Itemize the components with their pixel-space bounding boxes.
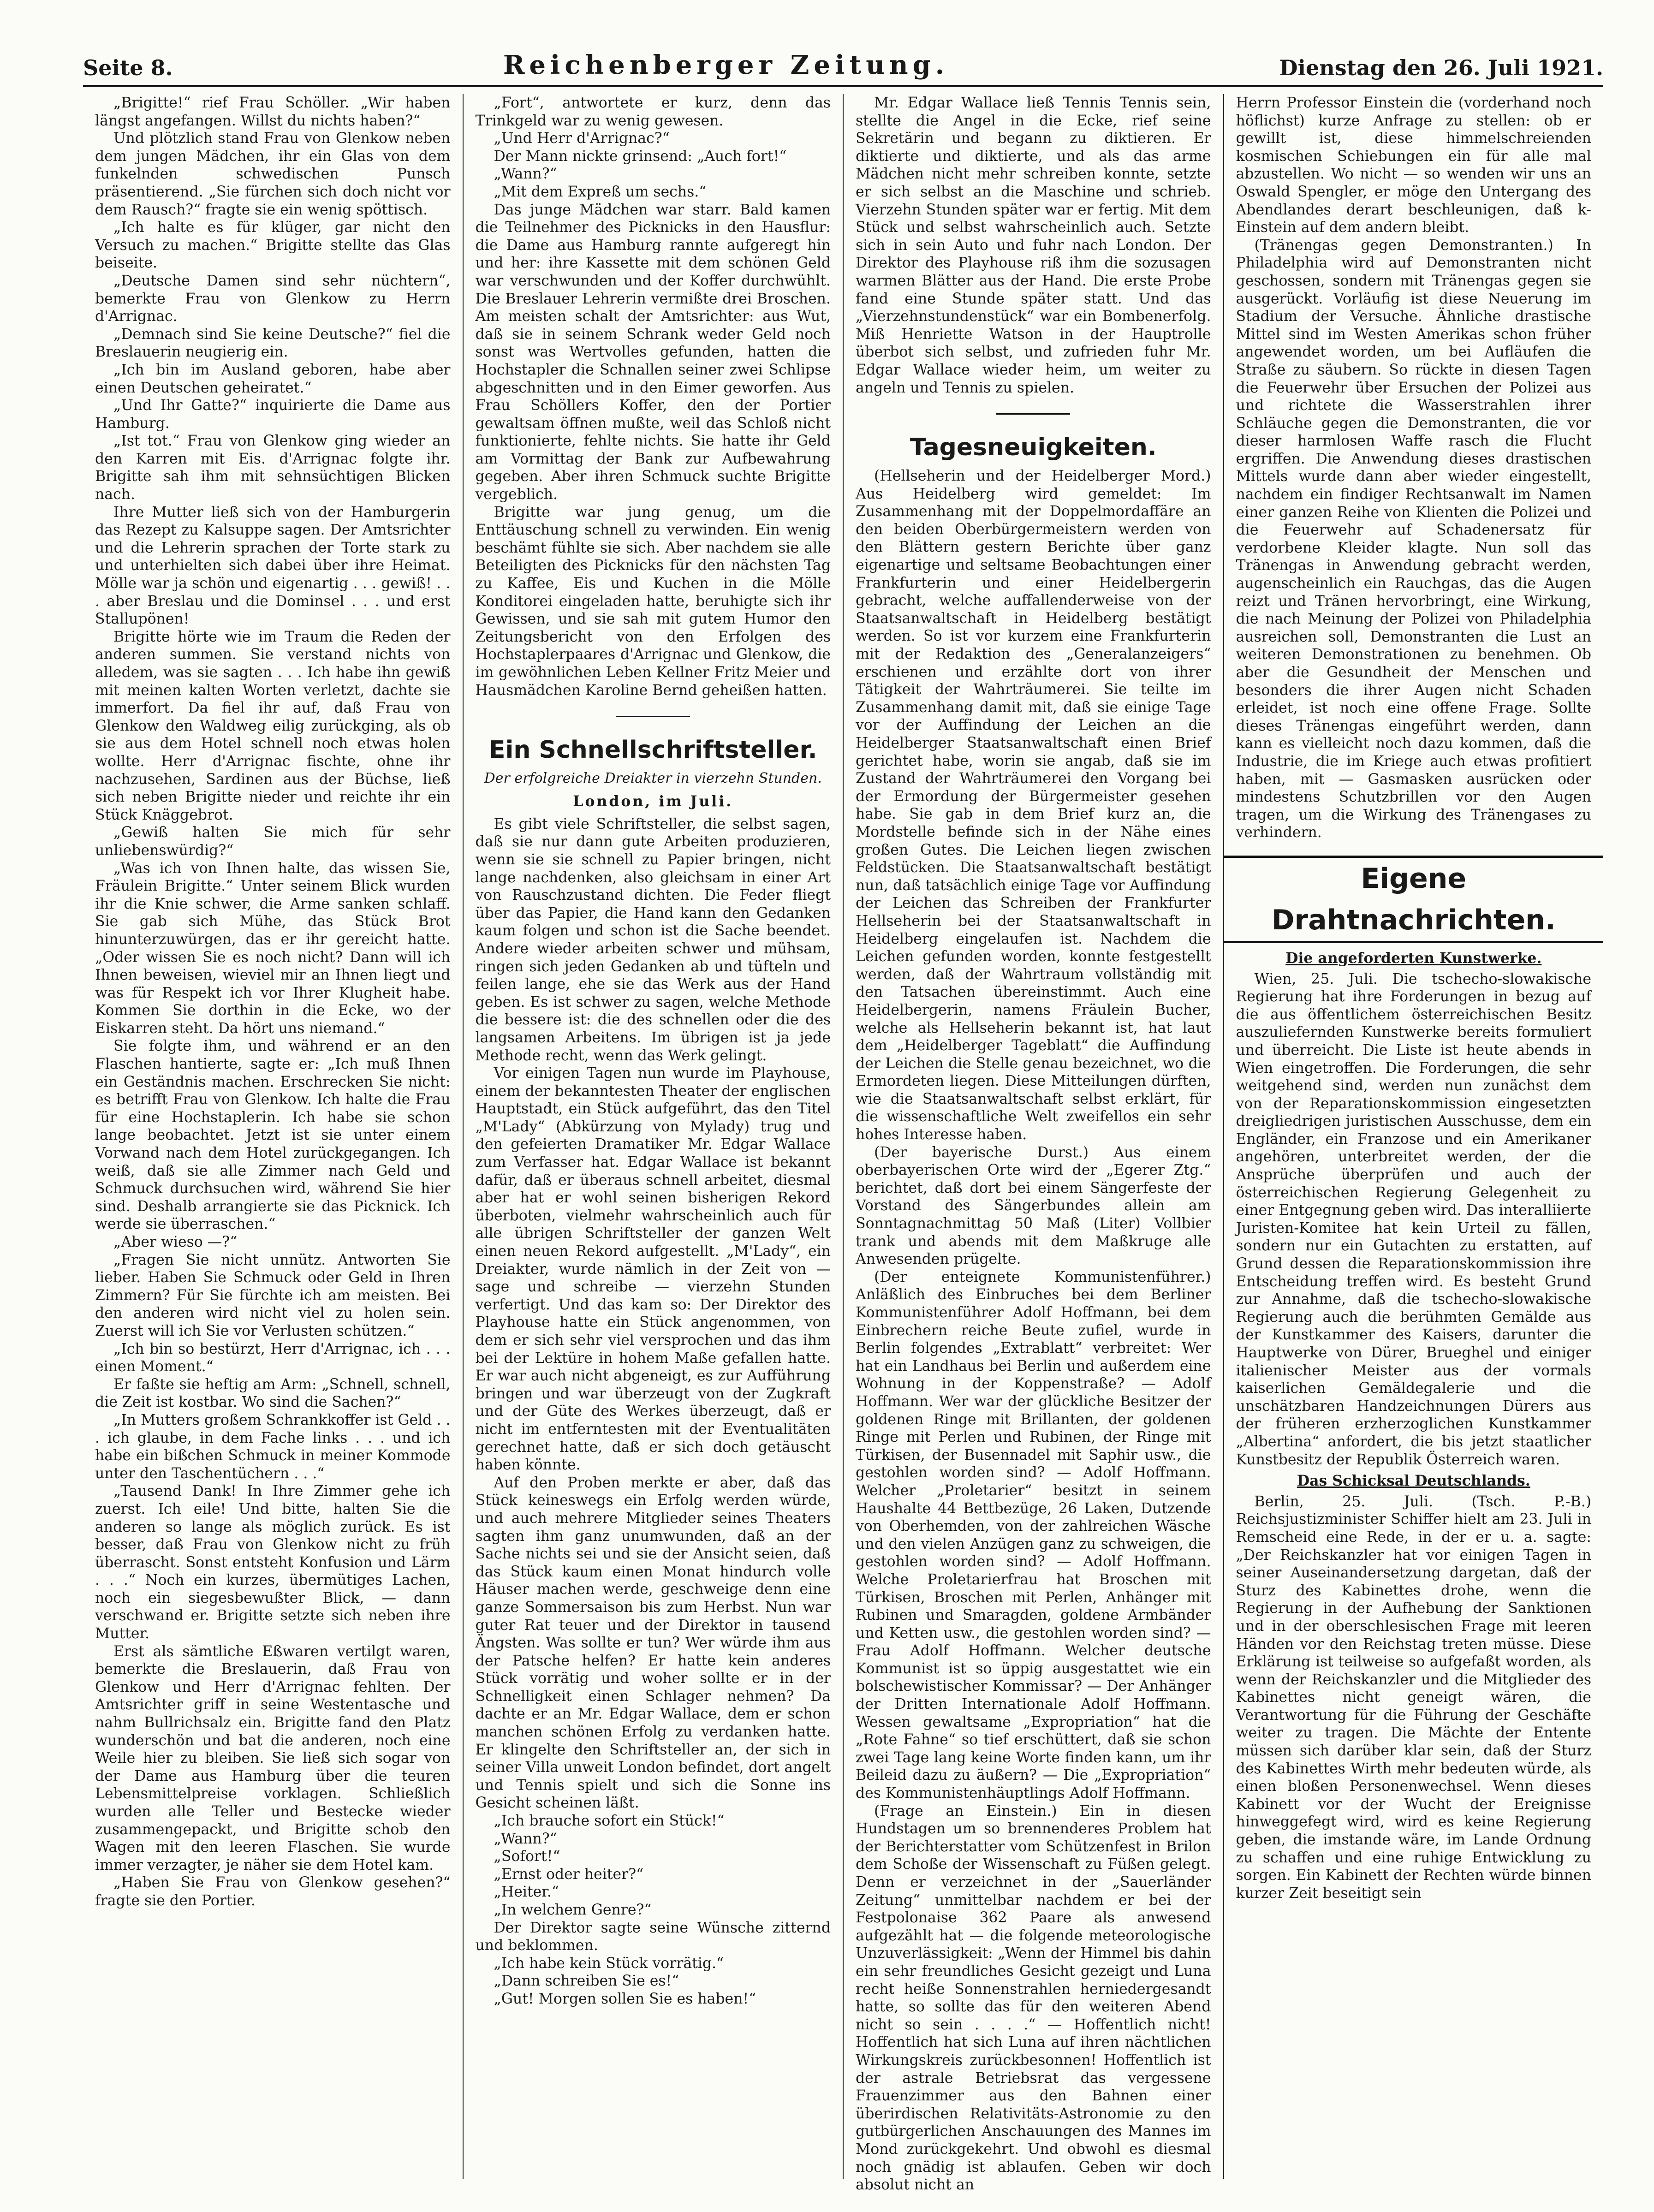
paragraph: „Brigitte!“ rief Frau Schöller. „Wir haben längst angefangen. Willst du nichts haben?“	[95, 95, 451, 129]
wire-report: Wien, 25. Juli. Die tschecho-slowakische Regierung hat ihre Forderungen in bezug auf die aus öffentlichem österreichischen Besitz auszuliefernden Kunstwerke bereits formuliert und überreicht. Die Liste ist heute abends in Wien eingetroffen. Die Forderungen, die sehr weitgehend sind, werden nun zunächst dem von der Reparationskommission eingesetzten dreigliedrigen juristischen Ausschusse, dem ein Engländer, ein Franzose und ein Amerikaner angehören, unterbreitet werden, der die Ansprüche überprüfen und auch der österreichischen Regierung Gelegenheit zu einer Entgegnung geben wird. Das interalliierte Juristen-Komitee hat kein Urteil zu fällen, sondern nur ein Gutachten zu erstatten, auf Grund dessen die Reparationskommission ihre Entscheidung treffen wird. Es besteht Grund zur Annahme, daß die tschecho-slowakische Regierung auch die berühmten Gemälde aus der Kunstkammer des Kaisers, darunter die Hauptwerke von Dürer, Brueghel und einiger italienischer Meister aus der vormals kaiserlichen Gemäldegalerie und die unschätzbaren Handzeichnungen Dürers aus der früheren erzherzoglichen Kunstkammer „Albertina“ anfordert, die bis jetzt staatlicher Kunstbesitz der Republik Österreich waren.	[1236, 970, 1591, 1468]
section-divider	[996, 413, 1070, 415]
paragraph: „Heiter.“	[494, 1884, 559, 1901]
paragraph: „Aber wieso —?“	[113, 1234, 238, 1250]
paragraph: Der Mann nickte grinsend: „Auch fort!“	[494, 148, 787, 165]
paragraph: Mr. Edgar Wallace ließ Tennis Tennis sein, stellte die Angel in die Ecke, rief seine Sekretärin und begann zu diktieren. Er diktierte und diktierte, und als das arme Mädchen nicht mehr schreiben konnte, setzte er sich selbst an die Maschine und schrieb. Vierzehn Stunden später war er fertig. Mit dem Stück und selbst wahrscheinlich auch. Setzte sich in sein Auto und fuhr nach London. Der Direktor des Playhouse riß ihm die sozusagen warmen Blätter aus der Hand. Die erste Probe fand eine Stunde später statt. Und das „Vierzehnstundenstück“ war ein Bombenerfolg. Miß Henriette Watson in der Hauptrolle überbot sich selbst, und zufrieden fuhr Mr. Edgar Wallace wieder heim, um weiter zu angeln und Tennis zu spielen.	[856, 95, 1211, 396]
column-2	[464, 94, 844, 2179]
column-3	[844, 94, 1224, 2194]
paragraph: Es gibt viele Schriftsteller, die selbst sagen, daß sie nur dann gute Arbeiten produzieren, wenn sie sie schnell zu Papier bringen, nicht lange nachdenken, also gleichsam in einer Art von Rauschzustand dichten. Die Feder fliegt über das Papier, die Hand kann den Gedanken kaum folgen und schon ist die Sache beendet. Andere wieder arbeiten schwer und mühsam, ringen sich jeden Gedanken ab und tüfteln und feilen lange, ehe sie das Werk aus der Hand geben. Es ist schwer zu sagen, welche Methode die bessere ist: die des schnellen oder die des langsamen Arbeitens. Im übrigen ist ja jede Methode recht, wenn das Werk gelingt.	[475, 815, 831, 1064]
wire-subheadline: Das Schicksal Deutschlands.	[1297, 1472, 1530, 1490]
paragraph: „Fragen Sie nicht unnütz. Antworten Sie lieber. Haben Sie Schmuck oder Geld in Ihren Zimmern? Für Sie fürchte ich am meisten. Bei den anderen wird nicht viel zu holen sein. Zuerst will ich Sie vor Verlusten schützen.“	[95, 1251, 451, 1339]
article-headline: Ein Schnellschriftsteller.	[489, 736, 817, 764]
paragraph: Brigitte war jung genug, um die Enttäuschung schnell zu verwinden. Ein wenig beschämt fühlte sie sich. Aber nachdem sie alle Beteiligten des Picknicks für den nächsten Tag zu Kaffee, Eis und Kuchen in die Mölle Konditorei eingeladen hatte, beruhigte sich ihr Gewissen, und sie sah mit gutem Humor den Zeitungsbericht von den Erfolgen des Hochstaplerpaares d'Arrignac und Glenkow, die im gewöhnlichen Leben Kellner Fritz Meier und Hausmädchen Karoline Bernd geheißen hatten.	[475, 504, 831, 699]
paragraph: Erst als sämtliche Eßwaren vertilgt waren, bemerkte die Breslauerin, daß Frau von Glenkow und Herr d'Arrignac fehlten. Der Amtsrichter griff in seine Westentasche und nahm Bullrichsalz ein. Brigitte fand den Platz wunderschön und bat die anderen, noch eine Weile hier zu bleiben. Sie ließ sich sogar von der Dame aus Hamburg über die teuren Lebensmittelpreise vorklagen. Schließlich wurden alle Teller und Bestecke wieder zusammengepackt, und Brigitte schob den Wagen mit den leeren Flaschen. Sie wurde immer verzagter, je näher sie dem Hotel kam.	[95, 1643, 451, 1873]
paragraph: „Was ich von Ihnen halte, das wissen Sie, Fräulein Brigitte.“ Unter seinem Blick wurden ihr die Knie schwer, die Arme sanken schlaff. Sie gab sich Mühe, das Stück Brot hinunterzuwürgen, das er ihr gereicht hatte. „Oder wissen Sie es noch nicht? Dann will ich Ihnen beweisen, wieviel mir an Ihnen liegt und was für Respekt ich vor Ihrer Klugheit habe. Kommen Sie dorthin in die Ecke, wo der Eiskarren steht. Da hört uns niemand.“	[95, 860, 451, 1037]
newspaper-title: Reichenberger Zeitung.	[503, 50, 949, 80]
paragraph: „Demnach sind Sie keine Deutsche?“ fiel die Breslauerin neugierig ein.	[95, 326, 451, 361]
paragraph: (Frage an Einstein.) Ein in diesen Hundstagen um so brennenderes Problem hat der Berichterstatter vom Schützenfest in Brilon dem Schoße der Wissenschaft zu Füßen gelegt. Denn er verzeichnet in der „Sauerländer Zeitung“ unmittelbar nachdem er bei der Festpolonaise 362 Paare als anwesend aufgezählt hat — die folgende meteorologische Unzuverlässigkeit: „Wenn der Himmel bis dahin ein sehr freundliches Gesicht gezeigt und Luna recht heiße Sonnenstrahlen herniedergesandt hatte, so sollte das für den weiteren Abend nicht so sein . . . .“ — Hoffentlich nicht! Hoffentlich hat sich Luna auf ihren nächtlichen Wirkungskreis zurückbesonnen! Hoffentlich ist der astrale Betriebsrat das vergessene Frauenzimmer aus den Bahnen einer überirdischen Relativitäts-Astronomie zu den gutbürgerlichen Anschauungen des Mannes im Mond zurückgekehrt. Und obwohl es diesmal noch gnädig ist ablaufen. Geben wir doch absolut nicht an	[856, 1802, 1211, 2194]
wire-report: Berlin, 25. Juli. (Tsch. P.-B.) Reichsjustizminister Schiffer hielt am 23. Juli in Remscheid eine Rede, in der er u. a. sagte: „Der Reichskanzler hat vor einigen Tagen in seiner Auseinandersetzung dargetan, daß der Sturz des Kabinettes drohe, wenn die Regierung in der Aufhebung der Sanktionen und in der oberschlesischen Frage mit leeren Händen vor den Reichstag treten müsse. Diese Erklärung ist teilweise so aufgefaßt worden, als wenn der Reichskanzler und die Mitglieder des Kabinettes nicht geneigt wären, die Verantwortung für die Führung der Geschäfte weiter zu tragen. Die Mächte der Entente müssen sich darüber klar sein, daß der Sturz des Kabinettes Wirth mehr bedeuten würde, als einen bloßen Personenwechsel. Wenn dieses Kabinett vor der Wucht der Ereignisse hinweggefegt wird, wird es keine Regierung geben, die imstande wäre, im Lande Ordnung zu schaffen und eine ruhige Entwicklung zu sorgen. Ein Kabinett der Rechten würde binnen kurzer Zeit beseitigt sein	[1236, 1493, 1591, 1902]
paragraph: „Ich habe kein Stück vorrätig.“	[494, 1955, 724, 1972]
columns	[83, 94, 1603, 2194]
paragraph: „Gewiß halten Sie mich für sehr unliebenswürdig?“	[95, 824, 451, 859]
issue-date: Dienstag den 26. Juli 1921.	[1279, 55, 1603, 80]
page-number: Seite 8.	[83, 55, 173, 80]
paragraph: „Wann?“	[494, 1830, 557, 1847]
paragraph: „Gut! Morgen sollen Sie es haben!“	[494, 1990, 756, 2007]
masthead	[83, 44, 1603, 87]
paragraph: „In Mutters großem Schrankkoffer ist Geld . . . ich glaube, in dem Fache links . . . und ich habe ein bißchen Schmuck in meiner Kommode unter den Taschentüchern . . .“	[95, 1411, 451, 1482]
paragraph: „Wann?“	[494, 166, 557, 183]
article-subheadline: Der erfolgreiche Dreiakter in vierzehn Stunden.	[484, 770, 822, 787]
paragraph: Herrn Professor Einstein die (vorderhand noch höflichst) kurze Anfrage zu stellen: ob er gewillt ist, diese himmelschreienden kosmischen Schiebungen ein für alle mal abzustellen. Wo nicht — so wenden wir uns an Oswald Spengler, er möge den Untergang des Abendlandes derart beschleunigen, daß k-Einstein auf dem andern bleibt.	[1236, 95, 1591, 236]
paragraph: (Hellseherin und der Heidelberger Mord.) Aus Heidelberg wird gemeldet: Im Zusammenhang mit der Doppelmordaffäre an den beiden Oberbürgermeistern werden von den Blättern gestern Berichte über ganz eigenartige und seltsame Beobachtungen einer Frankfurterin und einer Heidelbergerin gebracht, welche auffallenderweise von der Staatsanwaltschaft in Heidelberg bestätigt werden. So ist vor kurzem eine Frankfurterin mit der Redaktion des „Generalanzeigers“ erschienen und erzählte dort von ihrer Tätigkeit der Wahrträumerei. Sie teilte im Zusammenhang damit mit, daß sie einige Tage vor der Auffindung der Leichen an die Heidelberger Staatsanwaltschaft einen Brief gerichtet habe, worin sie angab, daß sie im Zustand der Wahrträumerei den Vorgang bei der Ermordung der Bürgermeister gesehen habe. Sie gab in dem Brief kurz an, die Mordstelle befinde sich in der Nähe eines großen Gutes. Die Leichen liegen zwischen Feldstücken. Die Staatsanwaltschaft bestätigt nun, daß tatsächlich einige Tage vor Auffindung der Leichen das Schreiben der Frankfurter Hellseherin bei der Staatsanwaltschaft in Heidelberg eingelaufen ist. Nachdem die Leichen gefunden worden, konnte festgestellt werden, daß der Wahrtraum vollständig mit den Tatsachen übereinstimmt. Auch eine Heidelbergerin, namens Fräulein Bucher, welche als Hellseherin bekannt ist, hat laut dem „Heidelberger Tageblatt“ die Auffindung der Leichen die Stelle genau bezeichnet, wo die Ermordeten liegen. Diese Mitteilungen dürften, wie die Staatsanwaltschaft selbst erklärt, für die wissenschaftliche Welt zweifellos ein sehr hohes Interesse haben.	[856, 468, 1211, 1143]
paragraph: „Ich brauche sofort ein Stück!“	[494, 1813, 725, 1830]
paragraph: „Dann schreiben Sie es!“	[494, 1973, 679, 1990]
paragraph: Er faßte sie heftig am Arm: „Schnell, schnell, die Zeit ist kostbar. Wo sind die Sachen?“	[95, 1376, 451, 1411]
paragraph: (Der bayerische Durst.) Aus einem oberbayerischen Orte wird der „Egerer Ztg.“ berichtet, daß dort bei einem Sängerfeste der Vorstand des Sängerbundes allein am Sonntagnachmittag 50 Maß (Liter) Vollbier trank und abends mit dem Maßkruge alle Anwesenden prügelte.	[856, 1144, 1211, 1268]
paragraph: „Ernst oder heiter?“	[494, 1866, 644, 1883]
paragraph: „Und Ihr Gatte?“ inquirierte die Dame aus Hamburg.	[95, 397, 451, 432]
column-1	[83, 94, 464, 2179]
paragraph: „Tausend Dank! In Ihre Zimmer gehe ich zuerst. Ich eile! Und bitte, halten Sie die anderen so lange als möglich zurück. Es ist besser, daß Frau von Glenkow nicht zu früh überrascht. Sonst entsteht Konfusion und Lärm . . .“ Noch ein kurzes, übermütiges Lachen, noch ein siegesbewußter Blick, — dann verschwand er. Brigitte setzte sich neben ihre Mutter.	[95, 1483, 451, 1642]
paragraph: Brigitte hörte wie im Traum die Reden der anderen summen. Sie verstand nichts von alledem, was sie sagten . . . Ich habe ihn gewiß mit meinen kalten Worten verletzt, dachte sie immerfort. Da fiel ihr auf, daß Frau von Glenkow den Waldweg eilig zurückging, als ob sie aus dem Hotel schnell noch etwas holen wollte. Herr d'Arrignac fischte, ohne ihr nachzusehen, Sardinen aus der Büchse, ließ sich neben Brigitte nieder und reichte ihr ein Stück Knäggebrot.	[95, 628, 451, 823]
paragraph: „Ist tot.“ Frau von Glenkow ging wieder an den Karren mit Eis. d'Arrignac folgte ihr. Brigitte sah ihm mit sehnsüchtigen Blicken nach.	[95, 433, 451, 503]
paragraph: (Der enteignete Kommunistenführer.) Anläßlich des Einbruches bei dem Berliner Kommunistenführer Adolf Hoffmann, bei dem Einbrechern reiche Beute zufiel, wurde in Berlin folgendes „Extrablatt“ verbreitet: Wer hat ein Landhaus bei Berlin und außerdem eine Wohnung in der Koppenstraße? — Adolf Hoffmann. Wer war der glückliche Besitzer der goldenen Ringe mit Brillanten, der goldenen Ringe mit Perlen und Rubinen, der Ringe mit Türkisen, der Busennadel mit Saphir usw., die gestohlen worden sind? — Adolf Hoffmann. Welcher „Proletarier“ besitzt in seinem Haushalte 44 Bettbezüge, 26 Laken, Dutzende von Oberhemden, von der zahlreichen Wäsche und den vielen Anzügen ganz zu schweigen, die gestohlen worden sind? — Adolf Hoffmann. Welche Proletarierfrau hat Broschen mit Türkisen, Broschen mit Perlen, Anhänger mit Rubinen und Smaragden, goldene Armbänder und Ketten usw., die gestohlen worden sind? — Frau Adolf Hoffmann. Welcher deutsche Kommunist ist so üppig ausgestattet wie ein bolschewistischer Kommissar? — Der Anhänger der Dritten Internationale Adolf Hoffmann. Wessen gewaltsame „Expropriation“ hat die „Rote Fahne“ so tief erschüttert, daß sie schon zwei Tage lang keine Worte finden kann, um ihr Beileid dazu zu äußern? — Die „Expropriation“ des Kommunistenhäuptlings Adolf Hoffmann.	[856, 1268, 1211, 1802]
paragraph: Sie folgte ihm, und während er an den Flaschen hantierte, sagte er: „Ich muß Ihnen ein Geständnis machen. Erschrecken Sie nicht: es betrifft Frau von Glenkow. Ich halte die Frau für eine Hochstaplerin. Ich habe sie schon lange beobachtet. Jetzt ist sie unter einem Vorwand nach dem Hotel zurückgegangen. Ich weiß, daß sie alle Zimmer nach Geld und Schmuck durchsuchen wird, während Sie hier sind. Deshalb arrangierte sie das Picknick. Ich werde sie überraschen.“	[95, 1038, 451, 1233]
paragraph: Das junge Mädchen war starr. Bald kamen die Teilnehmer des Picknicks in den Hausflur: die Dame aus Hamburg rannte aufgeregt hin und her: ihre Kassette mit dem schönen Geld war verschwunden und der Koffer durchwühlt. Die Breslauer Lehrerin vermißte drei Broschen. Am meisten schalt der Amtsrichter: aus Wut, daß sie in seinem Schrank weder Geld noch sonst was Wertvolles gefunden, hatten die Hochstapler die Schnallen seiner zwei Schlipse abgeschnitten und in den Eimer geworfen. Aus Frau Schöllers Koffer, den der Portier gewaltsam öffnen mußte, weil das Schloß nicht funktionierte, fehlte nichts. Sie hatte ihr Geld am Vormittag der Bank zur Aufbewahrung gegeben. Aber ihren Schmuck suchte Brigitte vergeblich.	[475, 201, 831, 503]
paragraph: (Tränengas gegen Demonstranten.) In Philadelphia wird auf Demonstranten nicht geschossen, sondern mit Tränengas gegen sie ausgerückt. Vorläufig ist diese Neuerung im Stadium der Versuche. Ähnliche drastische Mittel sind im Westen Amerikas schon früher angewendet worden, um bei Aufläufen die Straße zu säubern. So rückte in diesen Tagen die Feuerwehr über Ersuchen der Polizei aus und richtete die Wasserstrahlen ihrer Schläuche gegen die Demonstranten, die vor dieser harmlosen Waffe rasch die Flucht ergriffen. Die Anwendung dieses drastischen Mittels wurde dann aber wieder eingestellt, nachdem ein findiger Rechtsanwalt im Namen einer ganzen Reihe von Klienten die Polizei und die Feuerwehr auf Schadenersatz für verdorbene Kleider klagte. Nun soll das Tränengas in Anwendung gebracht werden, augenscheinlich ein Rauchgas, das die Augen reizt und Tränen hervorbringt, eine Wirkung, die nach Meinung der Polizei von Philadelphia ausreichen soll, Demonstranten die Lust an weiteren Demonstrationen zu benehmen. Ob aber die Gesundheit der Menschen und besonders die ihrer Augen nicht Schaden erleidet, ist noch eine offene Frage. Sollte dieses Tränengas eingeführt werden, dann kann es vielleicht noch dazu kommen, daß die Industrie, die im Kriege auch etwas profitiert haben, mit — Gasmasken ausrücken oder mindestens Schutzbrillen vor den Augen tragen, um die Wirkung des Tränengases zu verhindern.	[1236, 237, 1591, 841]
paragraph: Vor einigen Tagen nun wurde im Playhouse, einem der bekanntesten Theater der englischen Hauptstadt, ein Stück aufgeführt, das den Titel „M'Lady“ (Abkürzung von Mylady) trug und den gefeierten Dramatiker Mr. Edgar Wallace zum Verfasser hat. Edgar Wallace ist bekannt dafür, daß er überaus schnell arbeitet, diesmal aber hat er wohl seinen bisherigen Rekord überboten, vielmehr wahrscheinlich auch für alle übrigen Schriftsteller der ganzen Welt einen neuen Rekord aufgestellt. „M'Lady“, ein Dreiakter, wurde nämlich in der Zeit von — sage und schreibe — vierzehn Stunden verfertigt. Und das kam so: Der Direktor des Playhouse hatte ein Stück angenommen, von dem er sich sehr viel versprochen und das ihm bei der Lektüre in hohem Maße gefallen hatte. Er war auch nicht abgeneigt, es zur Aufführung bringen und war überzeugt von der Zugkraft und der Güte des Werkes überzeugt, daß er nicht im entferntesten mit der Eventualitäten gerechnet hatte, daß er sich doch getäuscht haben könnte.	[475, 1065, 831, 1474]
wire-news-headline: Eigene Drahtnachrichten.	[1224, 856, 1604, 943]
article-dateline: London, im Juli.	[573, 793, 733, 810]
paragraph: „Mit dem Expreß um sechs.“	[494, 183, 707, 200]
column-4	[1224, 94, 1604, 2179]
paragraph: Ihre Mutter ließ sich von der Hamburgerin das Rezept zu Kalsuppe sagen. Der Amtsrichter und die Lehrerin sprachen der Torte stark zu und unterhielten sich dabei über ihre Heimat. Mölle war ja schön und eigenartig . . . gewiß! . . . aber Breslau und die Dominsel . . . und erst Stallupönen!	[95, 504, 451, 628]
paragraph: „Deutsche Damen sind sehr nüchtern“, bemerkte Frau von Glenkow zu Herrn d'Arrignac.	[95, 272, 451, 325]
paragraph: „Ich halte es für klüger, gar nicht den Versuch zu machen.“ Brigitte stellte das Glas beiseite.	[95, 219, 451, 272]
section-headline: Tagesneuigkeiten.	[910, 434, 1157, 462]
paragraph: „Sofort!“	[494, 1848, 560, 1865]
paragraph: Und plötzlich stand Frau von Glenkow neben dem jungen Mädchen, ihr ein Glas von dem funkelnden schwedischen Punsch präsentierend. „Sie fürchen sich doch nicht vor dem Rausch?“ fragte sie ein wenig spöttisch.	[95, 130, 451, 218]
paragraph: „In welchem Genre?“	[494, 1902, 652, 1918]
paragraph: Der Direktor sagte seine Wünsche zitternd und beklommen.	[475, 1919, 831, 1954]
wire-subheadline: Die angeforderten Kunstwerke.	[1285, 949, 1542, 967]
paragraph: Auf den Proben merkte er aber, daß das Stück keineswegs ein Erfolg werden würde, und auch mehrere Mitglieder seines Theaters sagten ihm ganz unumwunden, daß an der Sache nichts sei und sie der Ansicht seien, daß das Stück kaum einen Monat hindurch volle Häuser machen werde, geschweige denn eine ganze Sommersaison bis zum Herbst. Nun war guter Rat teuer und der Direktor in tausend Ängsten. Was sollte er tun? Wer würde ihm aus der Patsche helfen? Er hatte kein anderes Stück vorrätig und woher sollte er in der Schnelligkeit einen Schlager nehmen? Da dachte er an Mr. Edgar Wallace, dem er schon manchen schönen Erfolg zu verdanken hatte. Er klingelte den Schriftsteller an, der sich in seiner Villa unweit London befindet, dort angelt und Tennis spielt und sich die Sonne ins Gesicht scheinen läßt.	[475, 1474, 831, 1812]
article-divider	[616, 716, 690, 717]
paragraph: „Und Herr d'Arrignac?“	[494, 130, 670, 147]
paragraph: „Haben Sie Frau von Glenkow gesehen?“ fragte sie den Portier.	[95, 1874, 451, 1909]
paragraph: „Ich bin so bestürzt, Herr d'Arrignac, ich . . . einen Moment.“	[95, 1340, 451, 1375]
paragraph: „Ich bin im Ausland geboren, habe aber einen Deutschen geheiratet.“	[95, 361, 451, 396]
paragraph: „Fort“, antwortete er kurz, denn das Trinkgeld war zu wenig gewesen.	[475, 95, 831, 129]
